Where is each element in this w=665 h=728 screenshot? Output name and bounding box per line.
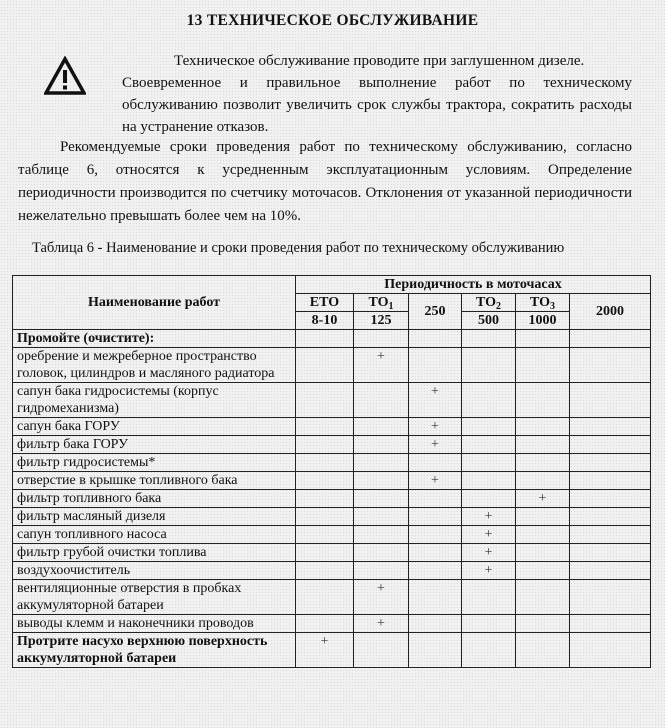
table-row — [13, 418, 651, 436]
period-cell — [570, 330, 651, 348]
period-cell — [409, 562, 462, 580]
plus-mark: + — [409, 383, 462, 418]
table-row — [13, 490, 651, 508]
period-cell — [570, 383, 651, 418]
plus-mark: + — [409, 436, 462, 454]
table-row — [13, 348, 651, 383]
table-row — [13, 580, 651, 615]
period-cell — [409, 330, 462, 348]
period-cell — [354, 472, 409, 490]
work-item: сапун топливного насоса — [13, 526, 296, 544]
period-cell — [354, 330, 409, 348]
period-cell — [516, 454, 570, 472]
period-cell — [462, 418, 516, 436]
work-item: фильтр бака ГОРУ — [13, 436, 296, 454]
plus-mark: + — [462, 508, 516, 526]
period-cell — [409, 633, 462, 668]
period-cell — [354, 490, 409, 508]
period-cell — [354, 526, 409, 544]
period-cell — [296, 526, 354, 544]
period-cell — [570, 544, 651, 562]
period-cell — [516, 472, 570, 490]
plus-mark: + — [354, 348, 409, 383]
period-cell — [516, 348, 570, 383]
period-cell — [296, 508, 354, 526]
warning-first-line: Техническое обслуживание проводите при заглушенном дизеле. — [174, 53, 585, 69]
section-title: 13 ТЕХНИЧЕСКОЕ ОБСЛУЖИВАНИЕ — [186, 12, 479, 29]
period-cell — [570, 490, 651, 508]
period-cell — [296, 562, 354, 580]
period-cell — [296, 330, 354, 348]
plus-mark: + — [516, 490, 570, 508]
table-row — [13, 472, 651, 490]
column-header-hours: 125 — [354, 312, 409, 330]
period-cell — [462, 454, 516, 472]
period-cell — [570, 454, 651, 472]
plus-mark: + — [462, 526, 516, 544]
table-row — [13, 544, 651, 562]
table-row — [13, 526, 651, 544]
plus-mark: + — [409, 472, 462, 490]
period-label: ЕТО — [309, 295, 340, 310]
period-cell — [570, 615, 651, 633]
period-cell — [409, 544, 462, 562]
period-label: ТО — [475, 295, 497, 310]
period-cell — [570, 418, 651, 436]
period-cell — [516, 615, 570, 633]
table-row — [13, 436, 651, 454]
period-cell — [570, 436, 651, 454]
period-cell — [570, 562, 651, 580]
work-item: сапун бака ГОРУ — [13, 418, 296, 436]
period-cell — [409, 526, 462, 544]
plus-mark: + — [354, 580, 409, 615]
period-cell — [570, 348, 651, 383]
plus-mark: + — [354, 615, 409, 633]
period-cell — [570, 508, 651, 526]
period-cell — [354, 562, 409, 580]
column-header-period — [516, 294, 570, 312]
work-item: сапун бака гидросистемы (корпус гидромеханизма) — [13, 383, 296, 418]
table-caption: Таблица 6 - Наименование и сроки проведения работ по техническому обслуживанию — [32, 240, 565, 256]
work-item: воздухоочиститель — [13, 562, 296, 580]
period-cell — [462, 615, 516, 633]
period-cell — [516, 544, 570, 562]
work-item: Промойте (очистите): — [13, 330, 296, 348]
column-header-period — [296, 294, 354, 312]
period-cell — [409, 508, 462, 526]
period-label: 2000 — [596, 304, 625, 319]
work-item: фильтр масляный дизеля — [13, 508, 296, 526]
period-cell — [570, 472, 651, 490]
column-header-hours: 500 — [462, 312, 516, 330]
work-item: фильтр грубой очистки топлива — [13, 544, 296, 562]
warning-paragraph — [122, 50, 632, 138]
period-cell — [409, 615, 462, 633]
period-cell — [354, 436, 409, 454]
column-header-hours: 1000 — [516, 312, 570, 330]
period-cell — [462, 633, 516, 668]
period-cell — [354, 418, 409, 436]
period-cell — [516, 633, 570, 668]
period-subscript: 1 — [388, 301, 394, 312]
period-cell — [296, 580, 354, 615]
period-cell — [296, 454, 354, 472]
period-cell — [296, 436, 354, 454]
plus-mark: + — [462, 562, 516, 580]
period-cell — [354, 633, 409, 668]
period-cell — [462, 436, 516, 454]
work-item: фильтр топливного бака — [13, 490, 296, 508]
period-label: 250 — [424, 304, 446, 319]
period-cell — [296, 544, 354, 562]
plus-mark: + — [296, 633, 354, 668]
period-cell — [462, 330, 516, 348]
work-item: фильтр гидросистемы* — [13, 454, 296, 472]
period-cell — [516, 418, 570, 436]
period-cell — [409, 348, 462, 383]
table-row — [13, 508, 651, 526]
table-row — [13, 383, 651, 418]
period-cell — [409, 490, 462, 508]
work-item: вентиляционные отверстия в пробках аккумуляторной батареи — [13, 580, 296, 615]
work-item: отверстие в крышке топливного бака — [13, 472, 296, 490]
period-cell — [354, 544, 409, 562]
work-item: выводы клемм и наконечники проводов — [13, 615, 296, 633]
period-cell — [296, 418, 354, 436]
warning-triangle-icon — [44, 56, 86, 96]
period-cell — [296, 615, 354, 633]
period-label: ТО — [529, 295, 551, 310]
plus-mark: + — [462, 544, 516, 562]
period-cell — [516, 580, 570, 615]
period-cell — [570, 526, 651, 544]
plus-mark: + — [409, 418, 462, 436]
period-cell — [570, 580, 651, 615]
period-cell — [296, 348, 354, 383]
column-header-period — [354, 294, 409, 312]
period-cell — [570, 633, 651, 668]
period-cell — [354, 454, 409, 472]
table-row — [13, 454, 651, 472]
period-cell — [409, 580, 462, 615]
period-cell — [516, 562, 570, 580]
period-subscript: 3 — [550, 301, 556, 312]
period-cell — [516, 508, 570, 526]
column-header-hours: 8-10 — [296, 312, 354, 330]
period-cell — [462, 472, 516, 490]
body-paragraph: Рекомендуемые сроки проведения работ по техническому обслуживанию, согласно таблице 6, относятся к усредненным эксплуатационным условиям. Определение периодичности производится по счетчику моточасов. Отклонения от указанной периодичности нежелательно превышать более чем на 10%. — [18, 139, 632, 224]
period-subscript: 2 — [496, 301, 502, 312]
period-cell — [462, 383, 516, 418]
column-header-periodicity: Периодичность в моточасах — [296, 276, 651, 294]
work-item: Протрите насухо верхнюю поверхность аккумуляторной батареи — [13, 633, 296, 668]
period-cell — [516, 383, 570, 418]
period-cell — [462, 348, 516, 383]
period-cell — [462, 580, 516, 615]
column-header-period — [462, 294, 516, 312]
warning-rest: Своевременное и правильное выполнение работ по техническому обслуживанию позволит увеличить срок службы трактора, сократить расходы на устранение отказов. — [122, 75, 632, 135]
period-label: ТО — [368, 295, 389, 310]
period-cell — [516, 436, 570, 454]
period-cell — [354, 508, 409, 526]
period-cell — [516, 526, 570, 544]
period-cell — [296, 472, 354, 490]
period-cell — [516, 330, 570, 348]
period-cell — [296, 490, 354, 508]
period-cell — [409, 454, 462, 472]
table-row — [13, 562, 651, 580]
table-row — [13, 633, 651, 668]
period-cell — [354, 383, 409, 418]
work-item: оребрение и межреберное пространство головок, цилиндров и масляного радиатора — [13, 348, 296, 383]
table-row — [13, 615, 651, 633]
column-header-period — [570, 294, 651, 330]
column-header-name: Наименование работ — [13, 276, 296, 330]
period-cell — [296, 383, 354, 418]
period-cell — [462, 490, 516, 508]
maintenance-table — [12, 275, 651, 668]
column-header-period — [409, 294, 462, 330]
table-row — [13, 330, 651, 348]
